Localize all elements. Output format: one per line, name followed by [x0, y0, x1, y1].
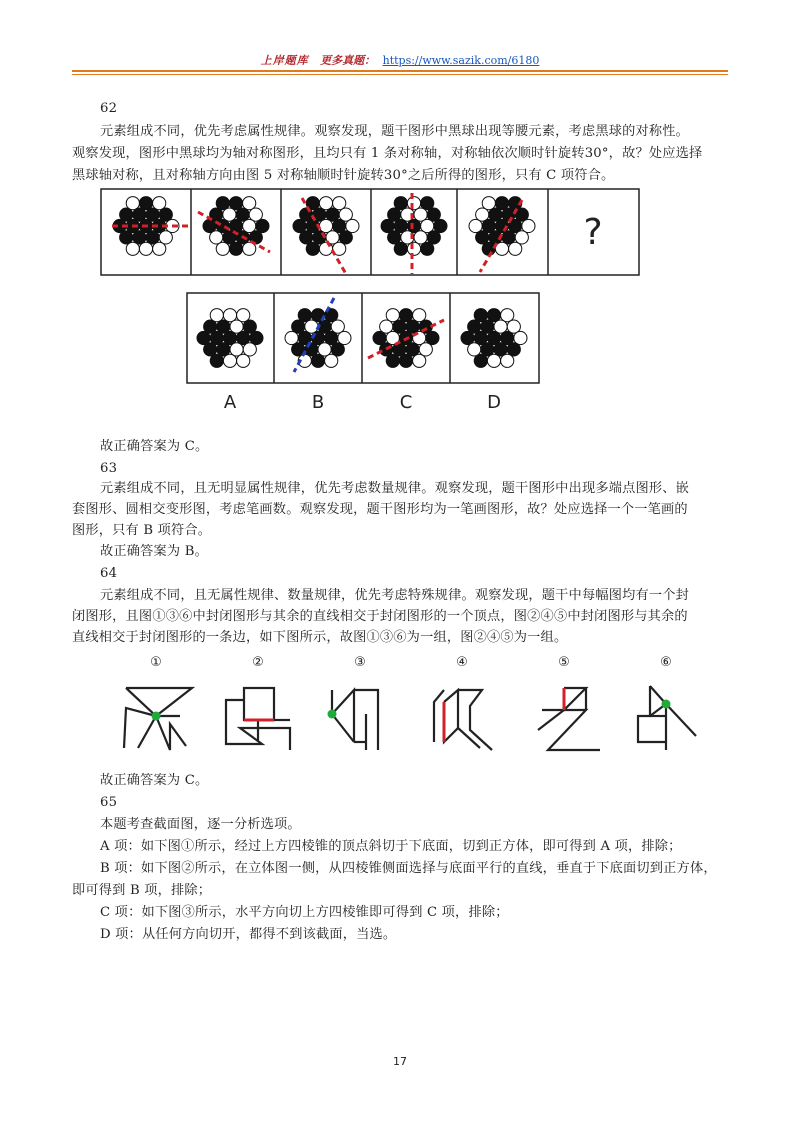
q64-number: 64	[100, 566, 118, 581]
figure-label-1: ①	[150, 655, 162, 670]
black-ball	[394, 242, 407, 255]
q62-text-1: 元素组成不同，优先考虑属性规律。观察发现，题干图形中黑球出现等腰元素，考虑黑球的对称性。	[100, 124, 690, 139]
q63-text-2: 套图形、圆相交变形图，考虑笔画数。观察发现，题干图形均为一笔画图形，故？处应选择一个一笔画的	[72, 502, 688, 517]
white-ball	[126, 242, 139, 255]
figure-5	[538, 688, 600, 750]
header-rule-thin	[72, 74, 728, 75]
option-b-label[interactable]: B	[311, 392, 325, 412]
figure-label-6: ⑥	[660, 655, 672, 670]
black-ball	[311, 354, 324, 367]
black-ball	[386, 354, 399, 367]
black-ball	[306, 242, 319, 255]
white-ball	[413, 354, 426, 367]
black-ball	[399, 354, 412, 367]
q65-option-c: C 项：如下图③所示，水平方向切上方四棱锥即可得到 C 项，排除；	[100, 905, 509, 920]
option-c-label[interactable]: C	[399, 392, 413, 412]
black-ball	[482, 242, 495, 255]
figure-label-3: ③	[354, 655, 366, 670]
brand-name: 上岸题库	[260, 54, 309, 67]
q64-figures	[110, 650, 710, 762]
white-ball	[501, 354, 514, 367]
black-ball	[210, 354, 223, 367]
black-ball	[229, 242, 242, 255]
white-ball	[319, 242, 332, 255]
q63-answer: 故正确答案为 B。	[100, 544, 208, 559]
figure-label-2: ②	[252, 655, 264, 670]
q62-answer: 故正确答案为 C。	[100, 439, 209, 454]
figure-label-5: ⑤	[558, 655, 570, 670]
question-mark: ?	[583, 212, 603, 253]
white-ball	[216, 242, 229, 255]
white-ball	[487, 354, 500, 367]
figure-6	[638, 686, 696, 750]
white-ball	[153, 242, 166, 255]
figure-3	[332, 690, 378, 750]
black-ball	[474, 354, 487, 367]
q62-question-figures	[100, 188, 640, 276]
white-ball	[407, 242, 420, 255]
page-header	[72, 52, 728, 68]
q65-option-d: D 项：从任何方向切开，都得不到该截面，当选。	[100, 927, 397, 942]
white-ball	[237, 354, 250, 367]
white-ball	[325, 354, 338, 367]
figure-label-4: ④	[456, 655, 468, 670]
q64-answer: 故正确答案为 C。	[100, 773, 209, 788]
option-a-label[interactable]: A	[223, 392, 237, 412]
q64-text-2: 闭图形，且图①③⑥中封闭图形与其余的直线相交于封闭图形的一个顶点，图②④⑤中封闭图形与其余的	[72, 609, 688, 624]
q65-intro: 本题考查截面图，逐一分析选项。	[100, 817, 301, 832]
header-rule	[72, 70, 728, 72]
q63-text-3: 图形，只有 B 项符合。	[72, 523, 212, 538]
q64-text-3: 直线相交于封闭图形的一条边，如下图所示，故图①③⑥为一组，图②④⑤为一组。	[72, 630, 568, 645]
q62-number: 62	[100, 101, 118, 116]
header-link[interactable]: https://www.sazik.com/6180	[382, 54, 540, 67]
white-ball	[223, 354, 236, 367]
q62-text-3: 黑球轴对称，且对称轴方向由图 5 对称轴顺时针旋转30°之后所得的图形，只有 C 项符合。	[72, 168, 615, 183]
q62-text-2: 观察发现，图形中黑球均为轴对称图形，且均只有 1 条对称轴，对称轴依次顺时针旋转30°，故？处应选择	[72, 146, 703, 161]
black-ball	[421, 242, 434, 255]
white-ball	[139, 242, 152, 255]
q64-text-1: 元素组成不同，且无属性规律、数量规律，优先考虑特殊规律。观察发现，题干中每幅图均有一个封	[100, 588, 690, 603]
white-ball	[509, 242, 522, 255]
vertex-dot-6	[662, 700, 671, 709]
q63-text-1: 元素组成不同，且无明显属性规律，优先考虑数量规律。观察发现，题干图形中出现多端点图形、嵌	[100, 481, 690, 496]
q65-option-b-1: B 项：如下图②所示，在立体图一侧，从四棱锥侧面选择与底面平行的直线，垂直于下底面切到正方体，	[100, 861, 717, 876]
vertex-dot-3	[328, 710, 337, 719]
q65-option-a: A 项：如下图①所示，经过上方四棱锥的顶点斜切于下底面，切到正方体，即可得到 A 项，排除；	[100, 839, 682, 854]
page-number: 17	[393, 1055, 407, 1068]
header-sub: 更多真题：	[320, 54, 376, 67]
q65-number: 65	[100, 795, 118, 810]
q62-option-figures	[186, 292, 540, 412]
option-d-label[interactable]: D	[487, 392, 501, 412]
vertex-dot-1	[152, 712, 161, 721]
q65-option-b-2: 即可得到 B 项，排除；	[72, 883, 212, 898]
q63-number: 63	[100, 461, 118, 476]
